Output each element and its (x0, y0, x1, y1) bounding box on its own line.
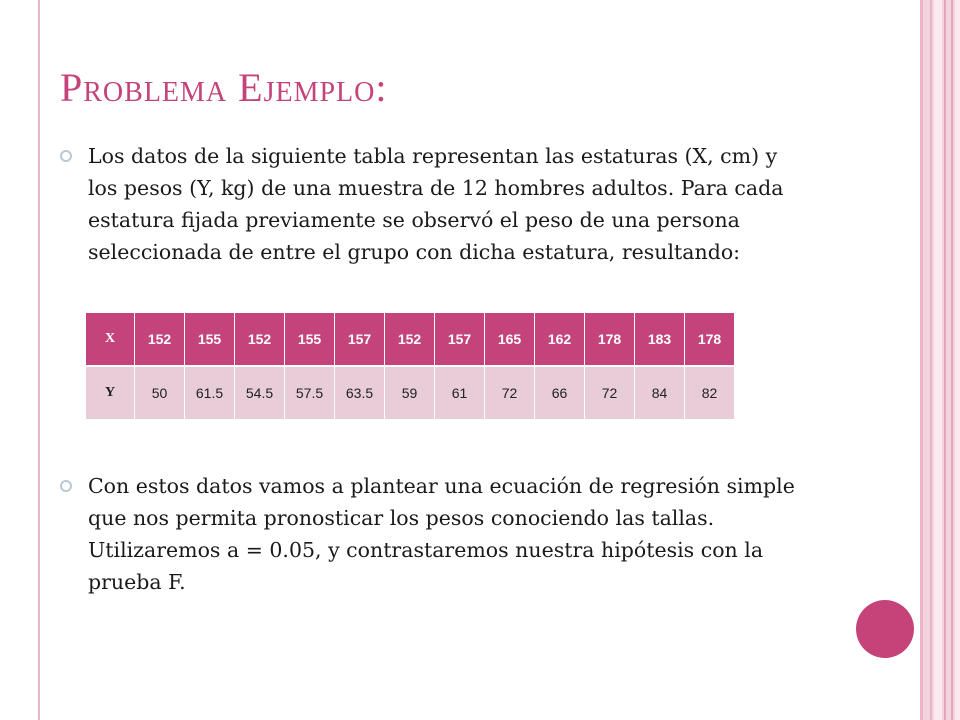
y-cell: 66 (535, 365, 585, 419)
x-cell: 178 (585, 313, 635, 365)
band-stripe (920, 0, 923, 720)
band-stripe (934, 0, 942, 720)
bullet-circle-icon (60, 480, 72, 492)
table-row-y (86, 365, 735, 419)
bullet-point-1 (60, 140, 810, 268)
y-cell: 59 (385, 365, 435, 419)
right-decorative-band (920, 0, 960, 720)
y-cell: 63.5 (335, 365, 385, 419)
y-cell: 61 (435, 365, 485, 419)
x-cell: 155 (285, 313, 335, 365)
y-cell: 61.5 (185, 365, 235, 419)
x-cell: 152 (235, 313, 285, 365)
bullet-circle-icon (60, 150, 72, 162)
x-cell: 157 (435, 313, 485, 365)
data-table (86, 313, 735, 419)
paragraph-1: Los datos de la siguiente tabla representan las estaturas (X, cm) y los pesos (Y, kg) de una muestra de 12 hombres adultos. Para cada estatura fijada previamente se observó el peso de una persona seleccionada de entre el grupo con dicha estatura, resultando: (88, 144, 784, 264)
bullet-point-2 (60, 470, 810, 598)
y-cell: 57.5 (285, 365, 335, 419)
y-cell: 82 (685, 365, 735, 419)
x-cell: 155 (185, 313, 235, 365)
paragraph-2: Con estos datos vamos a plantear una ecuación de regresión simple que nos permita pronosticar los pesos conociendo las tallas. Utilizaremos a = 0.05, y contrastaremos nuestra hipótesis con la prueba F. (88, 474, 795, 594)
row-header-y: Y (86, 365, 135, 419)
decorative-circle (856, 600, 914, 658)
x-cell: 157 (335, 313, 385, 365)
y-cell: 84 (635, 365, 685, 419)
table-row-x (86, 313, 735, 365)
y-cell: 50 (135, 365, 185, 419)
x-cell: 162 (535, 313, 585, 365)
y-cell: 54.5 (235, 365, 285, 419)
y-cell: 72 (485, 365, 535, 419)
x-cell: 165 (485, 313, 535, 365)
x-cell: 183 (635, 313, 685, 365)
band-stripe (944, 0, 946, 720)
band-stripe (951, 0, 953, 720)
left-border-line (38, 0, 40, 720)
x-cell: 152 (135, 313, 185, 365)
band-stripe (930, 0, 932, 720)
y-cell: 72 (585, 365, 635, 419)
slide-title: Problema Ejemplo: (60, 65, 388, 110)
row-header-x: X (86, 313, 135, 365)
x-cell: 178 (685, 313, 735, 365)
x-cell: 152 (385, 313, 435, 365)
band-stripe (955, 0, 960, 720)
